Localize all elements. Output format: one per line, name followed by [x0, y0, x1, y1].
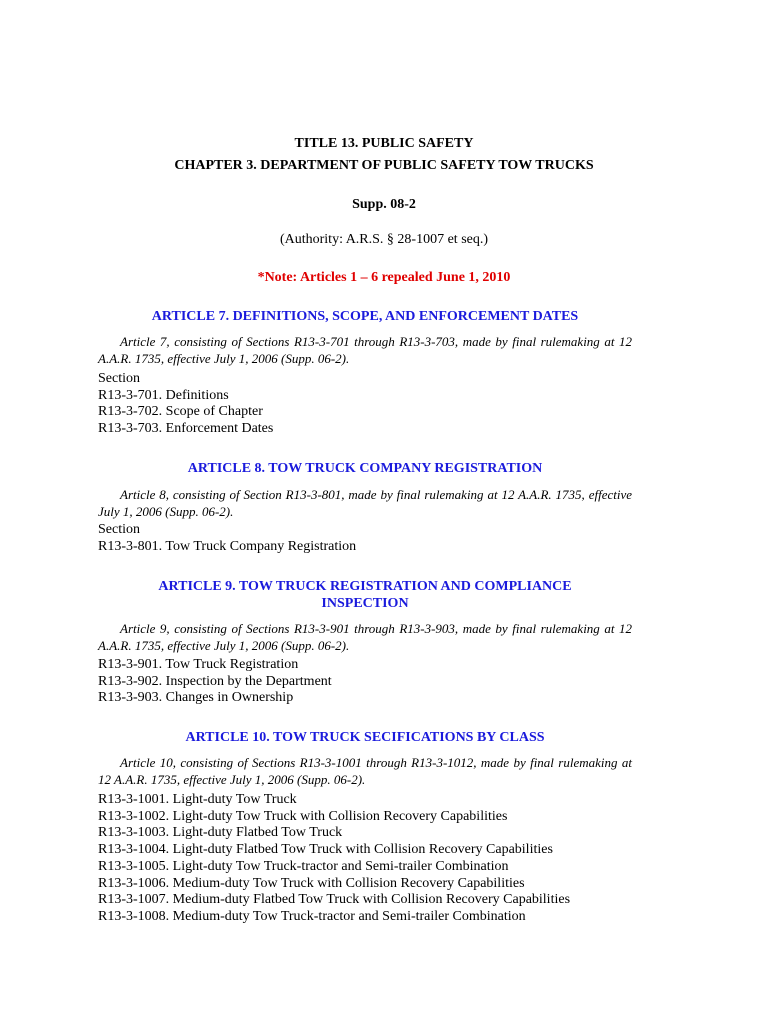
- article-10-description: Article 10, consisting of Sections R13-3-1001 through R13-3-1012, made by final rulemaking at 12 A.A.R. 1735, effective July 1, 2006 (Supp. 06-2).: [98, 755, 632, 787]
- article-9-heading-line-1: ARTICLE 9. TOW TRUCK REGISTRATION AND COMPLIANCE: [158, 579, 572, 594]
- section-item: R13-3-1003. Light-duty Flatbed Tow Truck: [98, 825, 343, 841]
- article-9-heading-line-2: INSPECTION: [321, 596, 409, 611]
- article-7-description: Article 7, consisting of Sections R13-3-701 through R13-3-703, made by final rulemaking at 12 A.A.R. 1735, effective July 1, 2006 (Supp. 06-2).: [98, 334, 632, 366]
- article-9-section-list: [98, 657, 658, 707]
- section-item: R13-3-1005. Light-duty Tow Truck-tractor and Semi-trailer Combination: [98, 858, 509, 874]
- repeal-note: *Note: Articles 1 – 6 repealed June 1, 2010: [257, 270, 511, 285]
- section-item: R13-3-903. Changes in Ownership: [98, 690, 294, 706]
- article-10-section-list: [98, 792, 658, 926]
- section-label: Section: [98, 371, 140, 386]
- article-7-heading: ARTICLE 7. DEFINITIONS, SCOPE, AND ENFORCEMENT DATES: [151, 309, 579, 324]
- article-9-description: Article 9, consisting of Sections R13-3-901 through R13-3-903, made by final rulemaking at 12 A.A.R. 1735, effective July 1, 2006 (Supp. 06-2).: [98, 621, 632, 653]
- section-item: R13-3-1001. Light-duty Tow Truck: [98, 792, 297, 807]
- section-item: R13-3-703. Enforcement Dates: [98, 421, 274, 437]
- section-item: R13-3-801. Tow Truck Company Registration: [98, 538, 357, 554]
- supplement-label: Supp. 08-2: [352, 197, 416, 212]
- section-item: R13-3-1007. Medium-duty Flatbed Tow Truck with Collision Recovery Capabilities: [98, 892, 571, 908]
- article-8-heading: ARTICLE 8. TOW TRUCK COMPANY REGISTRATION: [187, 461, 543, 476]
- section-item: R13-3-702. Scope of Chapter: [98, 404, 263, 420]
- section-item: R13-3-1002. Light-duty Tow Truck with Collision Recovery Capabilities: [98, 808, 508, 824]
- article-9-heading: [98, 578, 632, 612]
- article-8-section-list: [98, 522, 658, 555]
- section-item: R13-3-701. Definitions: [98, 387, 229, 403]
- article-7-section-list: [98, 371, 658, 438]
- authority-line: (Authority: A.R.S. § 28-1007 et seq.): [279, 232, 489, 247]
- article-8-description: Article 8, consisting of Section R13-3-801, made by final rulemaking at 12 A.A.R. 1735, effective July 1, 2006 (Supp. 06-2).: [98, 487, 632, 519]
- article-10-heading: ARTICLE 10. TOW TRUCK SECIFICATIONS BY CLASS: [185, 730, 545, 745]
- section-item: R13-3-1008. Medium-duty Tow Truck-tractor and Semi-trailer Combination: [98, 908, 526, 924]
- section-item: R13-3-901. Tow Truck Registration: [98, 657, 299, 672]
- chapter-heading: CHAPTER 3. DEPARTMENT OF PUBLIC SAFETY TOW TRUCKS: [174, 158, 594, 173]
- section-item: R13-3-902. Inspection by the Department: [98, 673, 332, 689]
- section-label: Section: [98, 522, 140, 537]
- title-heading: TITLE 13. PUBLIC SAFETY: [294, 136, 474, 151]
- section-item: R13-3-1004. Light-duty Flatbed Tow Truck with Collision Recovery Capabilities: [98, 842, 553, 858]
- section-item: R13-3-1006. Medium-duty Tow Truck with Collision Recovery Capabilities: [98, 875, 525, 891]
